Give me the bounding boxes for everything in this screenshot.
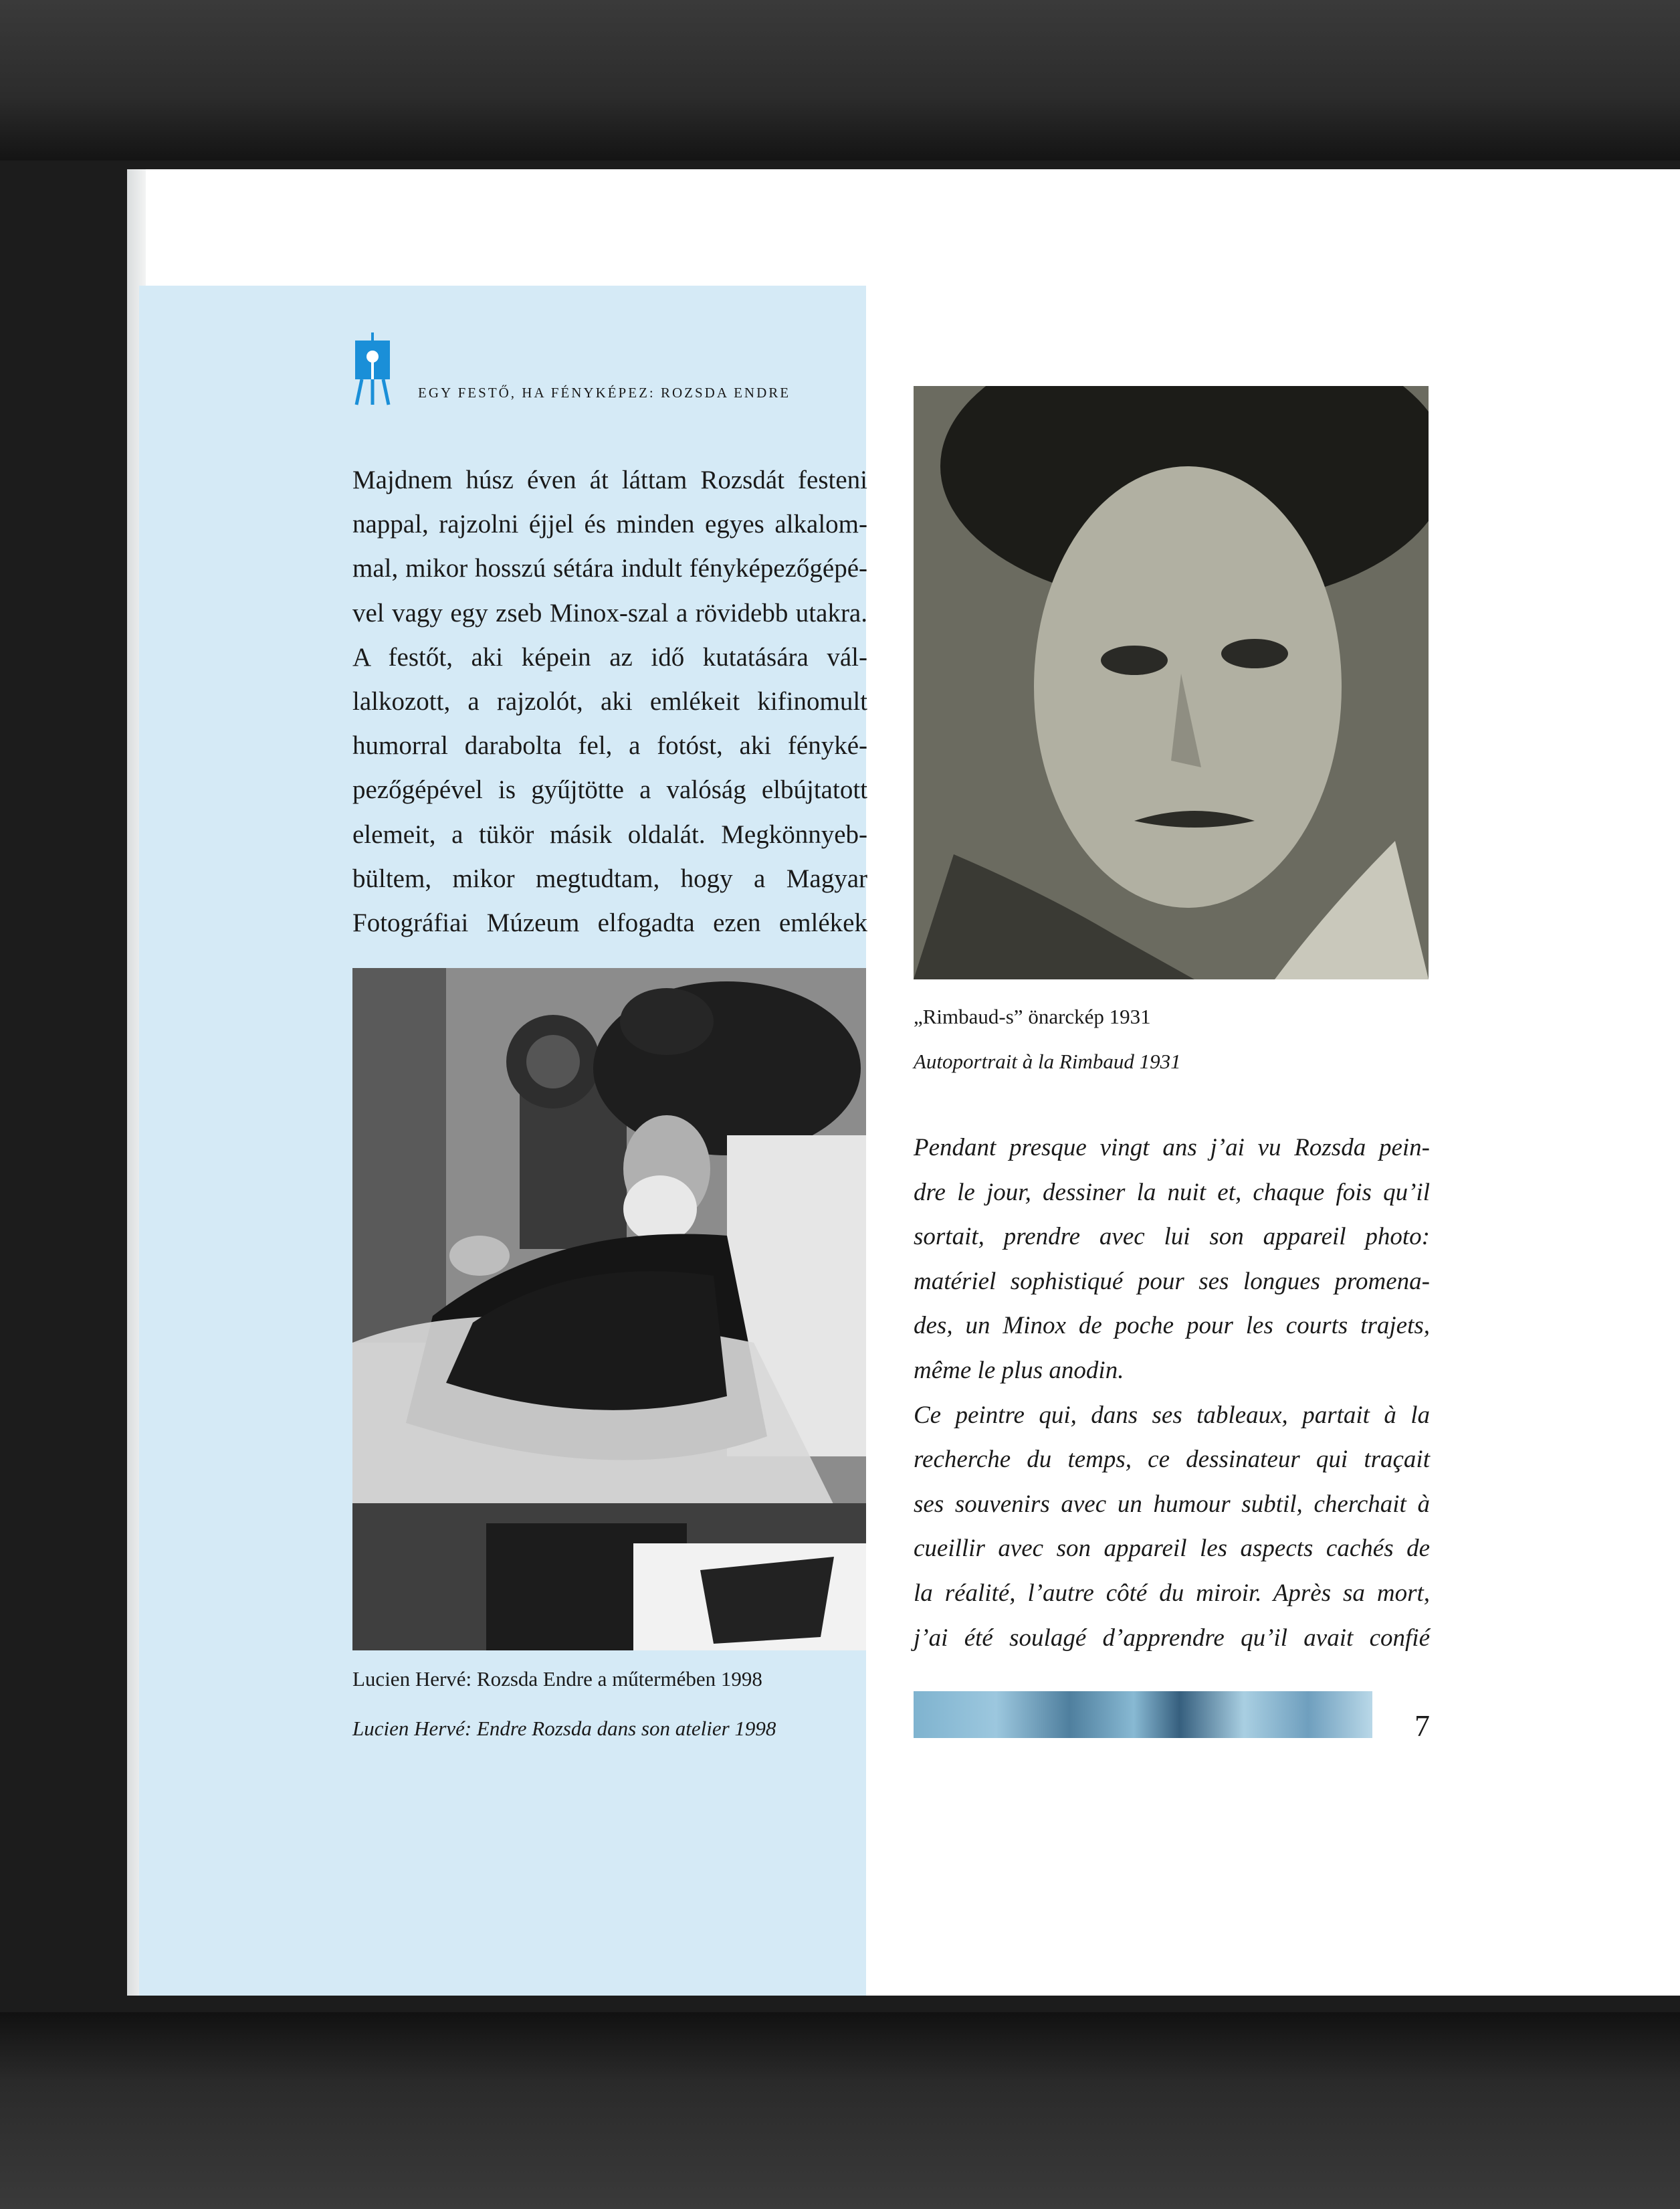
text-line: vel vagy egy zseb Minox-szal a rövidebb utakra. (352, 598, 867, 628)
text-line: mal, mikor hosszú sétára indult fényképezőgépé- (352, 554, 867, 583)
self-portrait-photo (914, 386, 1429, 979)
text-line: humorral darabolta fel, a fotóst, aki fényké- (352, 731, 867, 761)
text-line: j’ai été soulagé d’apprendre qu’il avait confié (914, 1624, 1430, 1652)
running-header: EGY FESTŐ, HA FÉNYKÉPEZ: ROZSDA ENDRE (418, 385, 791, 401)
text-line: ses souvenirs avec un humour subtil, cherchait à (914, 1490, 1430, 1518)
text-line: matériel sophistiqué pour ses longues promena- (914, 1267, 1430, 1295)
studio-photo-caption-hu: Lucien Hervé: Rozsda Endre a műtermében 1998 (352, 1667, 762, 1691)
text-line: bültem, mikor megtudtam, hogy a Magyar (352, 864, 867, 893)
text-line: dre le jour, dessiner la nuit et, chaque fois qu’il (914, 1178, 1430, 1206)
text-line: Majdnem húsz éven át láttam Rozsdát festeni (352, 466, 867, 494)
page-number: 7 (1414, 1709, 1430, 1743)
text-line: A festőt, aki képein az idő kutatására vál- (352, 642, 867, 672)
text-line: Pendant presque vingt ans j’ai vu Rozsda pein- (914, 1134, 1430, 1161)
scan-background-bottom (0, 2012, 1680, 2209)
text-line: même le plus anodin. (914, 1356, 1124, 1384)
easel-icon (352, 332, 393, 406)
decorative-photo-strip (914, 1691, 1372, 1738)
french-body-text (914, 1126, 1430, 1660)
text-line: des, un Minox de poche pour les courts trajets, (914, 1312, 1430, 1340)
text-line: pezőgépével is gyűjtötte a valóság elbújtatott (352, 775, 867, 805)
studio-photo (352, 968, 866, 1650)
text-line: Ce peintre qui, dans ses tableaux, partait à la (914, 1401, 1430, 1429)
studio-photo-art (352, 968, 866, 1650)
hungarian-body-text (352, 458, 867, 945)
text-line: sortait, prendre avec lui son appareil photo: (914, 1223, 1430, 1251)
text-line: elemeit, a tükör másik oldalát. Megkönnyeb- (352, 820, 867, 849)
portrait-caption-hu: „Rimbaud-s” önarckép 1931 (914, 1005, 1151, 1028)
text-line: la réalité, l’autre côté du miroir. Après sa mort, (914, 1579, 1430, 1607)
text-line: recherche du temps, ce dessinateur qui traçait (914, 1446, 1430, 1474)
studio-photo-caption-fr: Lucien Hervé: Endre Rozsda dans son atelier 1998 (352, 1717, 776, 1740)
scan-background-top (0, 0, 1680, 161)
text-line: Fotográfiai Múzeum elfogadta ezen emlékek (352, 908, 867, 937)
text-line: cueillir avec son appareil les aspects cachés de (914, 1535, 1430, 1563)
text-line: lalkozott, a rajzolót, aki emlékeit kifinomult (352, 686, 867, 716)
self-portrait-art (914, 386, 1429, 979)
text-line: nappal, rajzolni éjjel és minden egyes alkalom- (352, 510, 867, 539)
portrait-caption-fr: Autoportrait à la Rimbaud 1931 (914, 1050, 1181, 1073)
